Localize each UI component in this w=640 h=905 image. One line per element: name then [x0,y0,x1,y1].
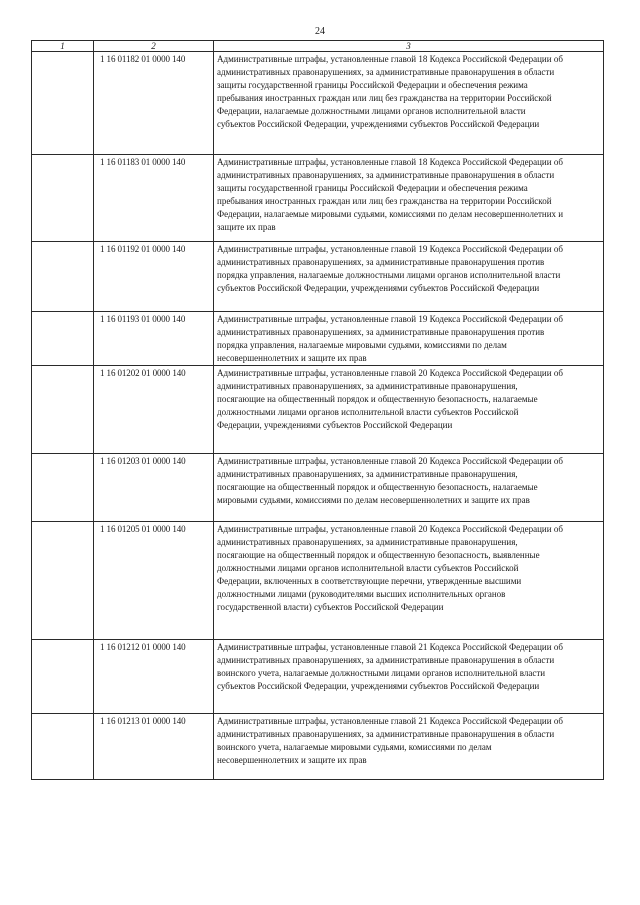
description-line: должностными лицами органов исполнительной власти субъектов Российской [217,407,519,417]
table-row [32,52,604,155]
description-line: несовершеннолетних и защите их прав [217,755,367,765]
description-cell [214,714,604,780]
description-line: Административные штрафы, установленные главой 19 Кодекса Российской Федерации об [217,314,563,324]
description-line: Федерации, учреждениями субъектов Российской Федерации [217,420,453,430]
description-line: Административные штрафы, установленные главой 21 Кодекса Российской Федерации об [217,716,563,726]
description-line: несовершеннолетних и защите их прав [217,353,367,363]
description-line: административных правонарушениях, за административные правонарушения, [217,381,518,391]
description-line: порядка управления, налагаемые должностными лицами органов исполнительной власти [217,270,561,280]
description-line: субъектов Российской Федерации, учреждениями субъектов Российской Федерации [217,681,540,691]
table-row [32,312,604,366]
row-index-cell [32,714,94,780]
header-col-3: 3 [214,41,604,52]
description-line: государственной власти) субъектов Российской Федерации [217,602,444,612]
row-index-cell [32,640,94,714]
description-cell [214,366,604,454]
table-row [32,454,604,522]
description-line: воинского учета, налагаемые мировыми судьями, комиссиями по делам [217,742,492,752]
description-line: Административные штрафы, установленные главой 20 Кодекса Российской Федерации об [217,524,563,534]
description-cell [214,242,604,312]
description-line: административных правонарушениях, за административные правонарушения, [217,537,518,547]
row-index-cell [32,242,94,312]
description-line: административных правонарушениях, за административные правонарушения в области [217,729,555,739]
description-cell [214,522,604,640]
description-cell [214,640,604,714]
table-row [32,155,604,242]
row-index-cell [32,52,94,155]
description-cell [214,52,604,155]
description-line: пребывания иностранных граждан или лиц без гражданства на территории Российской [217,93,552,103]
budget-code-cell: 1 16 01193 01 0000 140 [94,312,214,366]
description-line: Административные штрафы, установленные главой 20 Кодекса Российской Федерации об [217,456,563,466]
description-line: Федерации, налагаемые должностными лицами органов исполнительной власти [217,106,526,116]
description-line: Административные штрафы, установленные главой 20 Кодекса Российской Федерации об [217,368,563,378]
description-line: административных правонарушениях, за административные правонарушения, [217,469,518,479]
budget-code-cell: 1 16 01182 01 0000 140 [94,52,214,155]
budget-code-cell: 1 16 01213 01 0000 140 [94,714,214,780]
description-line: административных правонарушениях, за административные правонарушения в области [217,170,555,180]
description-line: административных правонарушениях, за административные правонарушения против [217,257,545,267]
row-index-cell [32,155,94,242]
description-line: административных правонарушениях, за административные правонарушения в области [217,67,555,77]
page-number: 24 [315,26,325,37]
description-line: посягающие на общественный порядок и общественную безопасность, налагаемые [217,482,538,492]
description-line: Федерации, налагаемые мировыми судьями, комиссиями по делам несовершеннолетних и [217,209,564,219]
header-col-2: 2 [94,41,214,52]
description-line: защиты государственной границы Российской Федерации и обеспечения режима [217,80,528,90]
description-line: Административные штрафы, установленные главой 18 Кодекса Российской Федерации об [217,157,563,167]
budget-code-cell: 1 16 01205 01 0000 140 [94,522,214,640]
table-row [32,366,604,454]
description-line: Административные штрафы, установленные главой 21 Кодекса Российской Федерации об [217,642,563,652]
description-line: воинского учета, налагаемые должностными лицами органов исполнительной власти [217,668,546,678]
table-row [32,640,604,714]
table-row [32,714,604,780]
description-line: должностными лицами (руководителями высших исполнительных органов [217,589,506,599]
budget-code-cell: 1 16 01203 01 0000 140 [94,454,214,522]
description-line: Федерации, включенных в соответствующие перечни, утвержденные высшими [217,576,522,586]
description-line: мировыми судьями, комиссиями по делам несовершеннолетних и защите их прав [217,495,530,505]
description-line: административных правонарушениях, за административные правонарушения против [217,327,545,337]
description-line: порядка управления, налагаемые мировыми судьями, комиссиями по делам [217,340,507,350]
description-line: субъектов Российской Федерации, учреждениями субъектов Российской Федерации [217,119,540,129]
row-index-cell [32,454,94,522]
budget-code-cell: 1 16 01183 01 0000 140 [94,155,214,242]
description-line: защиты государственной границы Российской Федерации и обеспечения режима [217,183,528,193]
budget-code-cell: 1 16 01192 01 0000 140 [94,242,214,312]
description-line: Административные штрафы, установленные главой 18 Кодекса Российской Федерации об [217,54,563,64]
description-line: субъектов Российской Федерации, учреждениями субъектов Российской Федерации [217,283,540,293]
budget-code-table [31,40,604,780]
description-line: административных правонарушениях, за административные правонарушения в области [217,655,555,665]
row-index-cell [32,522,94,640]
description-line: пребывания иностранных граждан или лиц без гражданства на территории Российской [217,196,552,206]
header-col-1: 1 [32,41,94,52]
row-index-cell [32,312,94,366]
table-header-row [32,41,604,52]
description-line: посягающие на общественный порядок и общественную безопасность, выявленные [217,550,540,560]
description-line: защите их прав [217,222,276,232]
description-line: посягающие на общественный порядок и общественную безопасность, налагаемые [217,394,538,404]
description-cell [214,155,604,242]
budget-code-cell: 1 16 01212 01 0000 140 [94,640,214,714]
description-line: должностными лицами органов исполнительной власти субъектов Российской [217,563,519,573]
description-line: Административные штрафы, установленные главой 19 Кодекса Российской Федерации об [217,244,563,254]
table-row [32,242,604,312]
description-cell [214,312,604,366]
description-cell [214,454,604,522]
table-row [32,522,604,640]
budget-code-cell: 1 16 01202 01 0000 140 [94,366,214,454]
row-index-cell [32,366,94,454]
table-body [32,41,604,780]
